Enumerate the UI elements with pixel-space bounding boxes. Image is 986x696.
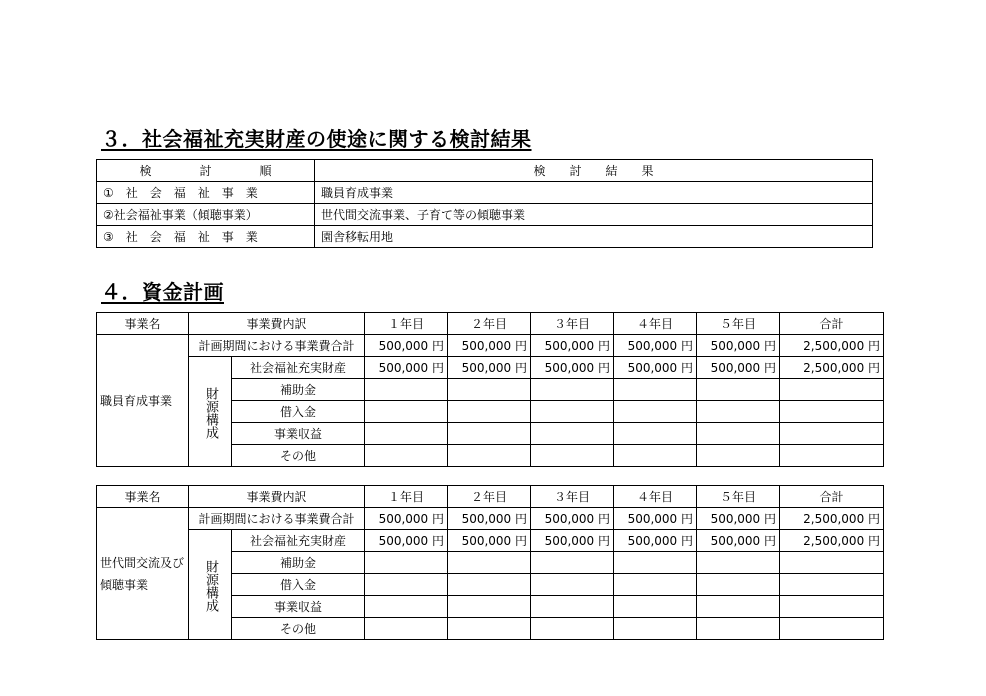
empty-cell (614, 596, 697, 618)
empty-cell (697, 445, 780, 467)
amount-cell: 500,000 円 (697, 335, 780, 357)
empty-cell (614, 445, 697, 467)
header-cost-breakdown: 事業費内訳 (189, 313, 365, 335)
amount-cell: 500,000 円 (365, 335, 448, 357)
empty-cell (780, 552, 884, 574)
amount-cell: 500,000 円 (365, 530, 448, 552)
header-year-1: １年目 (365, 313, 448, 335)
amount-cell: 500,000 円 (697, 357, 780, 379)
funding-item-label: 事業収益 (232, 596, 365, 618)
header-review-order: 検 討 順 (97, 160, 315, 182)
amount-cell: 500,000 円 (697, 530, 780, 552)
amount-cell: 2,500,000 円 (780, 357, 884, 379)
review-order-cell: ②社会福祉事業（傾聴事業） (97, 204, 315, 226)
header-review-result: 検 討 結 果 (315, 160, 873, 182)
table-row (97, 357, 884, 379)
table-row (97, 226, 873, 248)
project-name-cell: 世代間交流及び傾聴事業 (97, 508, 189, 640)
empty-cell (697, 379, 780, 401)
header-year-3: ３年目 (531, 486, 614, 508)
empty-cell (365, 618, 448, 640)
amount-cell: 500,000 円 (448, 508, 531, 530)
header-cost-breakdown: 事業費内訳 (189, 486, 365, 508)
header-year-5: ５年目 (697, 486, 780, 508)
review-order-cell: ③ 社 会 福 祉 事 業 (97, 226, 315, 248)
empty-cell (365, 596, 448, 618)
table-header-row (97, 160, 873, 182)
funding-item-label: 借入金 (232, 574, 365, 596)
review-result-cell: 世代間交流事業、子育て等の傾聴事業 (315, 204, 873, 226)
header-year-3: ３年目 (531, 313, 614, 335)
empty-cell (614, 423, 697, 445)
empty-cell (448, 596, 531, 618)
empty-cell (448, 423, 531, 445)
header-year-2: ２年目 (448, 313, 531, 335)
empty-cell (531, 574, 614, 596)
table-row (97, 530, 884, 552)
table-header-row (97, 486, 884, 508)
empty-cell (365, 445, 448, 467)
empty-cell (531, 596, 614, 618)
amount-cell: 500,000 円 (614, 508, 697, 530)
section4-heading: ４．資金計画 (101, 280, 224, 304)
amount-cell: 500,000 円 (531, 335, 614, 357)
empty-cell (448, 379, 531, 401)
funding-item-label: 補助金 (232, 379, 365, 401)
empty-cell (614, 574, 697, 596)
empty-cell (448, 574, 531, 596)
funding-group-label (189, 357, 232, 467)
amount-cell: 500,000 円 (365, 508, 448, 530)
empty-cell (531, 618, 614, 640)
funding-item-label: 事業収益 (232, 423, 365, 445)
funding-plan-table (96, 312, 884, 467)
empty-cell (780, 445, 884, 467)
empty-cell (614, 401, 697, 423)
empty-cell (697, 423, 780, 445)
empty-cell (780, 401, 884, 423)
table-header-row (97, 313, 884, 335)
header-year-4: ４年目 (614, 486, 697, 508)
empty-cell (448, 445, 531, 467)
empty-cell (614, 379, 697, 401)
table-row (97, 508, 884, 530)
empty-cell (780, 618, 884, 640)
empty-cell (697, 401, 780, 423)
total-cost-label: 計画期間における事業費合計 (189, 508, 365, 530)
empty-cell (531, 445, 614, 467)
empty-cell (448, 401, 531, 423)
header-project-name: 事業名 (97, 486, 189, 508)
table-row (97, 335, 884, 357)
amount-cell: 500,000 円 (614, 530, 697, 552)
header-total: 合計 (780, 313, 884, 335)
empty-cell (365, 552, 448, 574)
empty-cell (531, 401, 614, 423)
amount-cell: 2,500,000 円 (780, 508, 884, 530)
header-year-5: ５年目 (697, 313, 780, 335)
amount-cell: 2,500,000 円 (780, 530, 884, 552)
empty-cell (531, 379, 614, 401)
funding-group-text: 財源構成 (203, 386, 218, 439)
empty-cell (448, 552, 531, 574)
section3-heading: ３．社会福祉充実財産の使途に関する検討結果 (101, 127, 532, 151)
table-row (97, 204, 873, 226)
empty-cell (697, 552, 780, 574)
review-result-cell: 職員育成事業 (315, 182, 873, 204)
empty-cell (697, 596, 780, 618)
header-year-4: ４年目 (614, 313, 697, 335)
amount-cell: 500,000 円 (697, 508, 780, 530)
empty-cell (531, 423, 614, 445)
amount-cell: 500,000 円 (614, 335, 697, 357)
funding-item-label: その他 (232, 618, 365, 640)
funding-item-label: 社会福祉充実財産 (232, 357, 365, 379)
table-row (97, 182, 873, 204)
review-result-cell: 園舎移転用地 (315, 226, 873, 248)
empty-cell (365, 574, 448, 596)
amount-cell: 500,000 円 (614, 357, 697, 379)
amount-cell: 500,000 円 (365, 357, 448, 379)
total-cost-label: 計画期間における事業費合計 (189, 335, 365, 357)
empty-cell (365, 423, 448, 445)
funding-item-label: その他 (232, 445, 365, 467)
header-year-1: １年目 (365, 486, 448, 508)
header-year-2: ２年目 (448, 486, 531, 508)
amount-cell: 500,000 円 (448, 357, 531, 379)
empty-cell (780, 596, 884, 618)
amount-cell: 500,000 円 (531, 357, 614, 379)
empty-cell (614, 552, 697, 574)
funding-item-label: 補助金 (232, 552, 365, 574)
empty-cell (531, 552, 614, 574)
project-name-cell: 職員育成事業 (97, 335, 189, 467)
amount-cell: 500,000 円 (448, 530, 531, 552)
empty-cell (697, 618, 780, 640)
empty-cell (780, 379, 884, 401)
amount-cell: 500,000 円 (531, 508, 614, 530)
empty-cell (365, 379, 448, 401)
amount-cell: 500,000 円 (448, 335, 531, 357)
funding-item-label: 借入金 (232, 401, 365, 423)
funding-group-text: 財源構成 (203, 559, 218, 612)
empty-cell (365, 401, 448, 423)
funding-plan-table (96, 485, 884, 640)
funding-item-label: 社会福祉充実財産 (232, 530, 365, 552)
header-total: 合計 (780, 486, 884, 508)
empty-cell (780, 423, 884, 445)
review-order-cell: ① 社 会 福 祉 事 業 (97, 182, 315, 204)
review-results-table (96, 159, 873, 248)
amount-cell: 500,000 円 (531, 530, 614, 552)
empty-cell (614, 618, 697, 640)
header-project-name: 事業名 (97, 313, 189, 335)
empty-cell (697, 574, 780, 596)
amount-cell: 2,500,000 円 (780, 335, 884, 357)
empty-cell (780, 574, 884, 596)
empty-cell (448, 618, 531, 640)
funding-group-label (189, 530, 232, 640)
